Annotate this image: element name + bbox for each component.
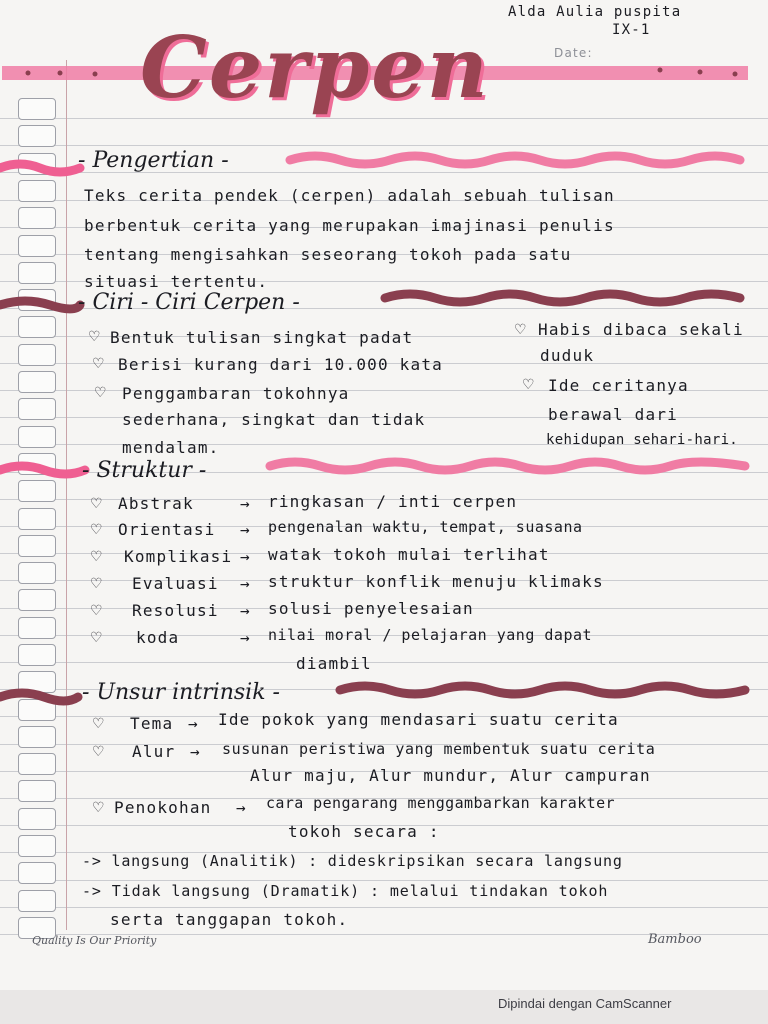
heart-icon: ♡ <box>522 377 535 393</box>
struktur-desc: solusi penyelesaian <box>268 599 474 618</box>
heart-icon: ♡ <box>92 744 105 760</box>
heart-icon: ♡ <box>90 576 103 592</box>
heart-icon: ♡ <box>92 800 105 816</box>
struktur-desc: watak tokoh mulai terlihat <box>268 545 550 564</box>
ciri-left-5: mendalam. <box>122 438 220 457</box>
ciri-left-2: Berisi kurang dari 10.000 kata <box>118 355 443 374</box>
ciri-right-3: Ide ceritanya <box>548 376 689 395</box>
alur-continuation: Alur maju, Alur mundur, Alur campuran <box>250 766 651 785</box>
heading-ciri: - Ciri - Ciri Cerpen - <box>78 290 300 315</box>
arrow-icon: → <box>240 547 251 566</box>
heart-icon: ♡ <box>90 603 103 619</box>
arrow-icon: → <box>240 494 251 513</box>
pengertian-line-2: berbentuk cerita yang merupakan imajinasi penulis <box>84 216 615 235</box>
struktur-term: Resolusi <box>132 601 219 620</box>
ciri-left-3: Penggambaran tokohnya <box>122 384 350 403</box>
langsung-line: -> langsung (Analitik) : dideskripsikan secara langsung <box>82 852 623 870</box>
struktur-desc: pengenalan waktu, tempat, suasana <box>268 518 583 536</box>
struktur-desc: nilai moral / pelajaran yang dapat <box>268 626 593 644</box>
struktur-term: Orientasi <box>118 520 216 539</box>
arrow-icon: → <box>188 714 199 733</box>
ciri-right-4: berawal dari <box>548 405 678 424</box>
arrow-icon: → <box>240 628 251 647</box>
date-label: Date: <box>554 46 593 60</box>
notebook-brand: Bamboo <box>648 932 702 947</box>
heading-pengertian: - Pengertian - <box>78 148 229 173</box>
struktur-desc: ringkasan / inti cerpen <box>268 492 518 511</box>
ciri-left-4: sederhana, singkat dan tidak <box>122 410 426 429</box>
pengertian-line-4: situasi tertentu. <box>84 272 269 291</box>
heading-unsur: - Unsur intrinsik - <box>82 680 280 705</box>
ciri-right-2: duduk <box>540 346 595 365</box>
tema-term: Tema <box>130 714 174 733</box>
tokoh-continuation: tokoh secara : <box>288 822 440 841</box>
arrow-icon: → <box>240 601 251 620</box>
author-class: IX-1 <box>612 22 651 38</box>
ciri-left-1: Bentuk tulisan singkat padat <box>110 328 414 347</box>
tokoh-term: Penokohan <box>114 798 212 817</box>
arrow-icon: → <box>190 742 201 761</box>
heart-icon: ♡ <box>90 630 103 646</box>
alur-term: Alur <box>132 742 176 761</box>
alur-desc: susunan peristiwa yang membentuk suatu cerita <box>222 740 656 758</box>
arrow-icon: → <box>240 574 251 593</box>
heart-icon: ♡ <box>94 385 107 401</box>
heart-icon: ♡ <box>90 522 103 538</box>
arrow-icon: → <box>240 520 251 539</box>
author-name: Alda Aulia puspita <box>508 4 682 20</box>
heart-icon: ♡ <box>90 496 103 512</box>
heart-icon: ♡ <box>92 716 105 732</box>
heart-icon: ♡ <box>88 329 101 345</box>
heart-icon: ♡ <box>514 322 527 338</box>
pengertian-line-1: Teks cerita pendek (cerpen) adalah sebuah tulisan <box>84 186 615 205</box>
tidak-langsung-line: -> Tidak langsung (Dramatik) : melalui tindakan tokoh <box>82 882 609 900</box>
koda-continuation: diambil <box>296 654 372 673</box>
page-title: Cerpen <box>140 18 490 117</box>
struktur-term: Abstrak <box>118 494 194 513</box>
heart-icon: ♡ <box>90 549 103 565</box>
struktur-term: koda <box>136 628 180 647</box>
tidak-langsung-continuation: serta tanggapan tokoh. <box>110 910 349 929</box>
struktur-term: Komplikasi <box>124 547 233 566</box>
scanner-watermark: Dipindai dengan CamScanner <box>498 996 672 1011</box>
pengertian-line-3: tentang mengisahkan seseorang tokoh pada satu <box>84 245 572 264</box>
arrow-icon: → <box>236 798 247 817</box>
heart-icon: ♡ <box>92 356 105 372</box>
tokoh-desc: cara pengarang menggambarkan karakter <box>266 794 615 812</box>
notebook-footer-left: Quality Is Our Priority <box>32 934 157 947</box>
ciri-right-1: Habis dibaca sekali <box>538 320 744 339</box>
ciri-right-5: kehidupan sehari-hari. <box>546 432 739 448</box>
struktur-term: Evaluasi <box>132 574 219 593</box>
tema-desc: Ide pokok yang mendasari suatu cerita <box>218 710 619 729</box>
heading-struktur: - Struktur - <box>82 458 207 483</box>
struktur-desc: struktur konflik menuju klimaks <box>268 572 604 591</box>
